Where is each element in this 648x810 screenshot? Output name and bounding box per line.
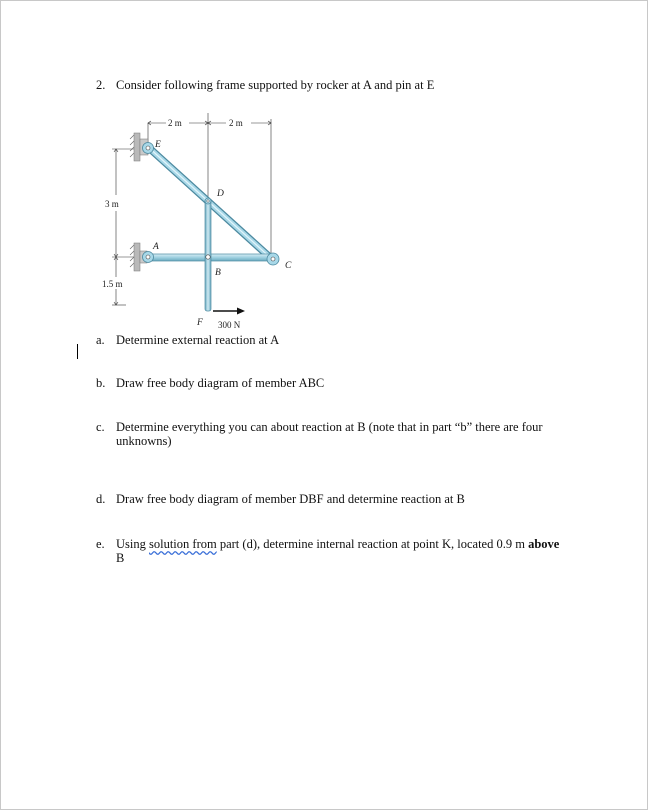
label-E: E	[155, 140, 161, 150]
part-c-line2: unknowns)	[116, 434, 172, 448]
question-number: 2.	[96, 78, 106, 92]
label-A: A	[153, 242, 159, 252]
part-c-marker: c.	[96, 420, 105, 434]
part-a-text: Determine external reaction at A	[116, 333, 280, 347]
label-D: D	[217, 189, 224, 199]
part-b-text: Draw free body diagram of member ABC	[116, 376, 325, 390]
part-c-line1: Determine everything you can about reaction at B (note that in part “b” there are four	[116, 420, 543, 434]
pin-C	[267, 253, 279, 265]
part-e-marker: e.	[96, 537, 105, 551]
dim-left-lower: 1.5 m	[102, 279, 123, 289]
dim-top-left: 2 m	[168, 118, 182, 128]
pin-A	[143, 252, 154, 263]
dim-left-upper: 3 m	[105, 199, 119, 209]
dim-top-right: 2 m	[229, 118, 243, 128]
part-e-bold: above	[528, 537, 560, 551]
part-d-marker: d.	[96, 492, 106, 506]
force-arrow	[213, 308, 245, 315]
part-d-text: Draw free body diagram of member DBF and determine reaction at B	[116, 492, 465, 506]
text-cursor	[77, 344, 78, 359]
frame-figure	[96, 109, 306, 334]
label-F: F	[197, 318, 203, 328]
part-e-mid: part (d), determine internal reaction at point K, located 0.9 m	[216, 537, 529, 551]
pin-E	[143, 143, 154, 154]
question-title: Consider following frame supported by rocker at A and pin at E	[116, 78, 435, 92]
part-a-marker: a.	[96, 333, 105, 347]
label-B: B	[215, 268, 221, 278]
part-e-line1	[116, 537, 559, 551]
part-e-pre: Using	[116, 537, 149, 551]
pin-B	[206, 255, 210, 259]
force-label: 300 N	[218, 320, 241, 330]
pin-D	[205, 198, 211, 204]
label-C: C	[285, 261, 292, 271]
part-b-marker: b.	[96, 376, 106, 390]
part-e-line2: B	[116, 551, 125, 565]
part-e-underlined: solution from	[149, 537, 217, 551]
